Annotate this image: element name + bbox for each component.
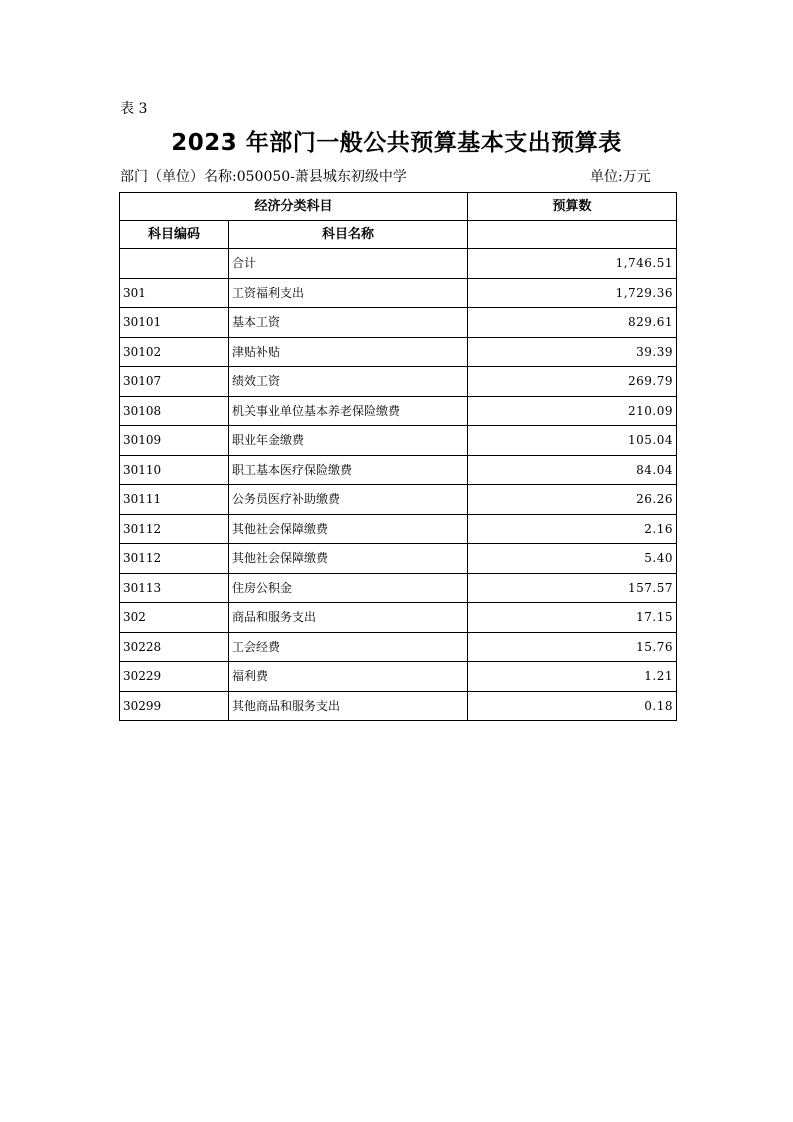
subject-code-cell: 30109 bbox=[120, 426, 229, 456]
subject-name-cell: 住房公积金 bbox=[229, 573, 468, 603]
budget-amount-cell: 26.26 bbox=[468, 485, 677, 515]
subject-name-cell: 工资福利支出 bbox=[229, 278, 468, 308]
table-row bbox=[120, 337, 677, 367]
subject-code-cell: 30113 bbox=[120, 573, 229, 603]
header-empty-cell bbox=[468, 221, 677, 249]
table-body bbox=[120, 249, 677, 721]
subject-code-cell: 30112 bbox=[120, 514, 229, 544]
subject-name-cell: 职工基本医疗保险缴费 bbox=[229, 455, 468, 485]
subject-code-cell: 30228 bbox=[120, 632, 229, 662]
table-row bbox=[120, 278, 677, 308]
table-row bbox=[120, 573, 677, 603]
table-row bbox=[120, 367, 677, 397]
table-row bbox=[120, 249, 677, 279]
subject-name-cell: 其他社会保障缴费 bbox=[229, 514, 468, 544]
budget-amount-cell: 1,746.51 bbox=[468, 249, 677, 279]
subject-code-cell: 30101 bbox=[120, 308, 229, 338]
table-row bbox=[120, 396, 677, 426]
budget-amount-cell: 84.04 bbox=[468, 455, 677, 485]
table-header-row bbox=[120, 193, 677, 221]
table-row bbox=[120, 632, 677, 662]
budget-amount-cell: 5.40 bbox=[468, 544, 677, 574]
budget-amount-cell: 39.39 bbox=[468, 337, 677, 367]
table-row bbox=[120, 455, 677, 485]
subject-code-cell: 30107 bbox=[120, 367, 229, 397]
subject-name-cell: 津贴补贴 bbox=[229, 337, 468, 367]
subject-name-cell: 绩效工资 bbox=[229, 367, 468, 397]
budget-amount-cell: 17.15 bbox=[468, 603, 677, 633]
table-row bbox=[120, 544, 677, 574]
budget-amount-cell: 210.09 bbox=[468, 396, 677, 426]
subject-code-cell: 30108 bbox=[120, 396, 229, 426]
subject-code-cell: 30299 bbox=[120, 691, 229, 721]
header-budget-amount: 预算数 bbox=[468, 193, 677, 221]
table-row bbox=[120, 691, 677, 721]
header-subject-code: 科目编码 bbox=[120, 221, 229, 249]
budget-amount-cell: 105.04 bbox=[468, 426, 677, 456]
budget-amount-cell: 269.79 bbox=[468, 367, 677, 397]
subject-code-cell: 30102 bbox=[120, 337, 229, 367]
subject-name-cell: 工会经费 bbox=[229, 632, 468, 662]
subject-code-cell: 301 bbox=[120, 278, 229, 308]
table-subheader-row bbox=[120, 221, 677, 249]
budget-table bbox=[119, 192, 677, 721]
subject-name-cell: 职业年金缴费 bbox=[229, 426, 468, 456]
subject-code-cell: 30229 bbox=[120, 662, 229, 692]
subject-code-cell: 30112 bbox=[120, 544, 229, 574]
subject-name-cell: 其他社会保障缴费 bbox=[229, 544, 468, 574]
subject-code-cell: 302 bbox=[120, 603, 229, 633]
subject-name-cell: 公务员医疗补助缴费 bbox=[229, 485, 468, 515]
table-row bbox=[120, 603, 677, 633]
budget-amount-cell: 1,729.36 bbox=[468, 278, 677, 308]
table-number: 表 3 bbox=[120, 101, 148, 117]
subject-name-cell: 福利费 bbox=[229, 662, 468, 692]
table-row bbox=[120, 514, 677, 544]
subject-name-cell: 商品和服务支出 bbox=[229, 603, 468, 633]
budget-amount-cell: 1.21 bbox=[468, 662, 677, 692]
subject-name-cell: 合计 bbox=[229, 249, 468, 279]
page-title: 2023 年部门一般公共预算基本支出预算表 bbox=[171, 130, 622, 156]
table-row bbox=[120, 485, 677, 515]
budget-amount-cell: 2.16 bbox=[468, 514, 677, 544]
budget-amount-cell: 829.61 bbox=[468, 308, 677, 338]
table-row bbox=[120, 662, 677, 692]
header-subject-name: 科目名称 bbox=[229, 221, 468, 249]
subject-code-cell bbox=[120, 249, 229, 279]
subject-name-cell: 基本工资 bbox=[229, 308, 468, 338]
table-row bbox=[120, 426, 677, 456]
subject-code-cell: 30110 bbox=[120, 455, 229, 485]
budget-amount-cell: 0.18 bbox=[468, 691, 677, 721]
table-row bbox=[120, 308, 677, 338]
subject-name-cell: 机关事业单位基本养老保险缴费 bbox=[229, 396, 468, 426]
subject-code-cell: 30111 bbox=[120, 485, 229, 515]
subject-name-cell: 其他商品和服务支出 bbox=[229, 691, 468, 721]
header-economic-classification: 经济分类科目 bbox=[120, 193, 468, 221]
budget-amount-cell: 157.57 bbox=[468, 573, 677, 603]
budget-amount-cell: 15.76 bbox=[468, 632, 677, 662]
unit-label: 单位:万元 bbox=[590, 169, 651, 185]
department-label: 部门（单位）名称:050050-萧县城东初级中学 bbox=[120, 169, 407, 185]
